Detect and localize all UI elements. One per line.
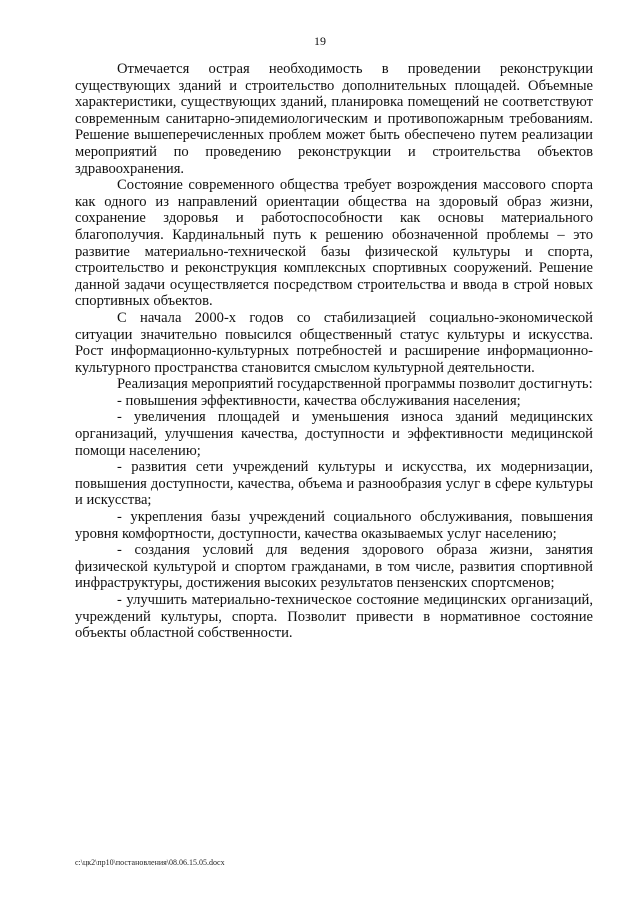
list-item-material-base: - улучшить материально-техническое состояние медицинских организаций, учреждений культуры, спорта. Позволит привести в нормативное состояние объекты областной собственности. — [75, 592, 593, 642]
paragraph-culture-status: С начала 2000-х годов со стабилизацией социально-экономической ситуации значительно повысился общественный статус культуры и искусства. Рост информационно-культурных потребностей и расширение информационно-культурного пространства становится смыслом культурной деятельности. — [75, 309, 593, 376]
list-item-culture-network: - развития сети учреждений культуры и искусства, их модернизации, повышения доступности, качества, объема и разнообразия услуг в сфере культуры и искусства; — [75, 459, 593, 509]
paragraph-program-goals-intro: Реализация мероприятий государственной программы позволит достигнуть: — [117, 376, 593, 393]
list-item-social-services: - укрепления базы учреждений социального обслуживания, повышения уровня комфортности, доступности, качества оказываемых услуг населению; — [75, 509, 593, 542]
page-number: 19 — [314, 34, 326, 48]
list-item-healthy-lifestyle: - создания условий для ведения здорового образа жизни, занятия физической культурой и спортом гражданами, в том числе, развития спортивной инфраструктуры, достижения высоких результатов пензенских спортсменов; — [75, 542, 593, 592]
list-item-medical-buildings: - увеличения площадей и уменьшения износа зданий медицинских организаций, улучшения качества, доступности и эффективности медицинской помощи населению; — [75, 409, 593, 459]
document-body — [75, 61, 593, 642]
footer-file-path: c:\цк2\пр10\постановления\08.06.15.05.docx — [75, 858, 225, 867]
paragraph-mass-sport: Состояние современного общества требует возрождения массового спорта как одного из направлений ориентации общества на здоровый образ жизни, сохранение здоровья и работоспособности как основы материального благополучия. Кардинальный путь к решению обозначенной проблемы – это развитие материально-технической базы физической культуры и спорта, строительство и реконструкция комплексных спортивных сооружений. Решение данной задачи осуществляется посредством строительства и ввода в строй новых спортивных объектов. — [75, 177, 593, 310]
paragraph-reconstruction: Отмечается острая необходимость в проведении реконструкции существующих зданий и строительство дополнительных площадей. Объемные характеристики, существующих зданий, планировка помещений не соответствуют современным санитарно-эпидемиологическим и противопожарным требованиям. Решение вышеперечисленных проблем может быть обеспечено путем реализации мероприятий по проведению реконструкции и строительства объектов здравоохранения. — [75, 61, 593, 177]
list-item-efficiency: - повышения эффективности, качества обслуживания населения; — [117, 392, 521, 409]
